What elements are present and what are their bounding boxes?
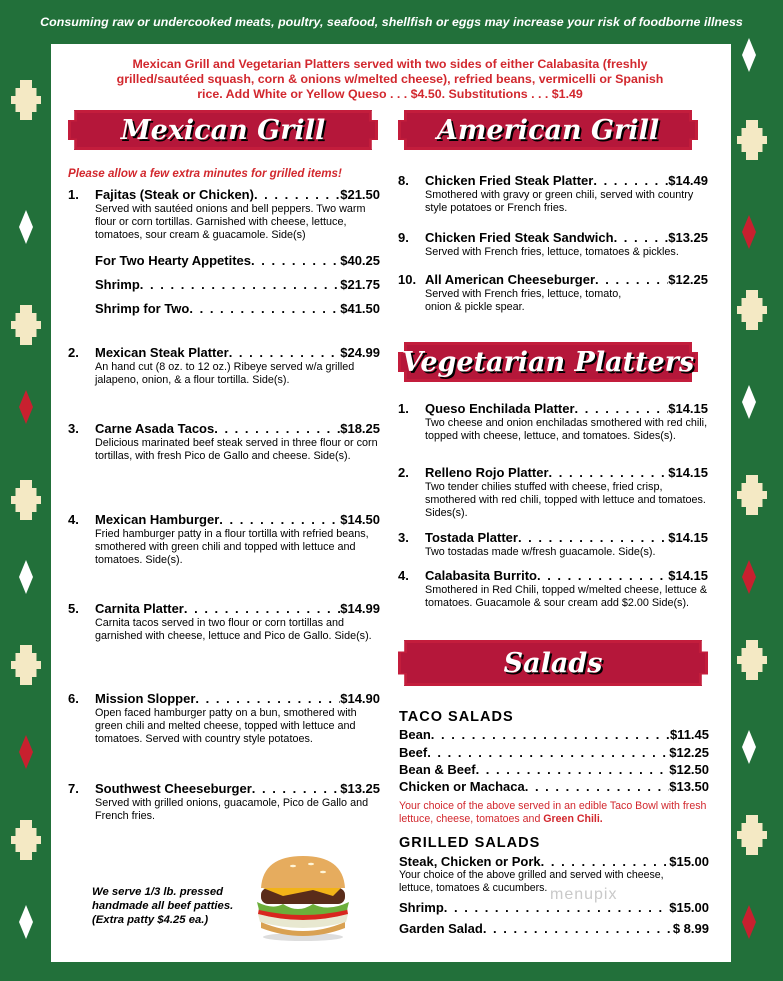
item-name: Southwest Cheeseburger	[95, 781, 252, 796]
diamond-ornament	[742, 385, 756, 419]
salads-banner	[398, 640, 708, 686]
grilled-salad-desc: Your choice of the above grilled and served with cheese, lettuce, tomatoes & cucumbers.	[399, 869, 664, 894]
fajita-option: Shrimp for Two . . . $41.50	[95, 301, 380, 317]
american-grill-title: American Grill	[436, 114, 660, 146]
item-desc: Served with French fries, lettuce, tomatoes & pickles.	[425, 246, 679, 258]
item-price: $14.15	[668, 530, 708, 545]
diamond-ornament	[19, 390, 33, 424]
step-ornament	[737, 120, 767, 160]
menupix-watermark: menupix	[550, 886, 618, 903]
menu-item: 6. Mission Slopper . . . $14.90 Open faced hamburger patty on a bun, smothered with green chili and melted cheese, topped with lettuce and tomatoes. Served with country style potatoes.	[68, 691, 380, 746]
menu-item: 8. Chicken Fried Steak Platter . . . $14.49 Smothered with gravy or green chili, served with country style potatoes or French fries.	[398, 173, 708, 215]
item-desc: Open faced hamburger patty on a bun, smothered with green chili and melted cheese, topped with lettuce and tomatoes. Served with country style potatoes.	[95, 707, 357, 745]
step-ornament	[11, 480, 41, 520]
diamond-ornament	[742, 905, 756, 939]
item-desc: Fried hamburger patty in a flour tortilla with refried beans, smothered with green chili and topped with lettuce and tomatoes. Side(s).	[95, 528, 369, 566]
american-grill-banner	[398, 110, 698, 150]
item-price: $18.25	[340, 421, 380, 436]
taco-salads-heading: TACO SALADS	[399, 709, 514, 725]
item-desc: Smothered in Red Chili, topped w/melted cheese, lettuce & tomatoes. Guacamole & sour cream add $2.00 Side(s).	[425, 584, 708, 609]
item-name: Fajitas (Steak or Chicken)	[95, 187, 254, 202]
diamond-ornament	[742, 730, 756, 764]
item-desc: Two tender chilies stuffed with cheese, fried crisp, smothered with red chili, topped with lettuce and tomatoes. Sides(s).	[425, 481, 706, 519]
taco-salad-desc: Your choice of the above served in an edible Taco Bowl with fresh lettuce, cheese, tomatoes and Green Chili.	[399, 800, 707, 825]
item-desc: Served with grilled onions, guacamole, Pico de Gallo and French fries.	[95, 797, 369, 822]
taco-salad-option: Beef . . . $12.25	[399, 745, 709, 761]
step-ornament	[11, 305, 41, 345]
menu-item: 5. Carnita Platter . . . $14.99 Carnita tacos served in two flour or corn tortillas and garnished with cheese, lettuce and Pico de Gallo. Side(s).	[68, 601, 380, 643]
grilled-salad-option: Steak, Chicken or Pork . . . $15.00	[399, 854, 709, 870]
item-name: Mission Slopper	[95, 691, 196, 706]
item-name: Chicken Fried Steak Sandwich	[425, 230, 614, 245]
intro-text: Mexican Grill and Vegetarian Platters served with two sides of either Calabasita (freshly grilled/sautéed squash, corn & onions w/melted cheese), refried beans, vermicelli or Spanish rice. Add White or Yellow Queso . . . $4.50. Substitutions . . . $1.49	[116, 57, 664, 101]
menu-item: 1. Fajitas (Steak or Chicken) . . . $21.50 Served with sautéed onions and bell peppers. Two warm flour or corn tortillas. Garnished with cheese, lettuce, tomatoes, sour cream & guacamole. Side(s)	[68, 187, 380, 242]
grilled-salads-heading: GRILLED SALADS	[399, 835, 541, 851]
item-name: Relleno Rojo Platter	[425, 465, 549, 480]
menu-item: 2. Relleno Rojo Platter . . . $14.15 Two tender chilies stuffed with cheese, fried crisp, smothered with red chili, topped with lettuce and tomatoes. Sides(s).	[398, 465, 708, 520]
menu-item: 2. Mexican Steak Platter . . . $24.99 An hand cut (8 oz. to 12 oz.) Ribeye served w/a grilled jalapeno, onion, & a flour tortilla. Side(s).	[68, 345, 380, 387]
item-price: $14.50	[340, 512, 380, 527]
menu-item: 4. Calabasita Burrito . . . $14.15 Smothered in Red Chili, topped w/melted cheese, lettuce & tomatoes. Guacamole & sour cream add $2.00 Side(s).	[398, 568, 708, 610]
step-ornament	[11, 645, 41, 685]
item-name: Carnita Platter	[95, 601, 184, 616]
step-ornament	[11, 80, 41, 120]
item-price: $12.25	[668, 272, 708, 287]
burger-illustration	[253, 852, 353, 942]
item-desc: Carnita tacos served in two flour or corn tortillas and garnished with cheese, lettuce and Pico de Gallo. Side(s).	[95, 617, 372, 642]
vegetarian-banner	[398, 342, 698, 382]
diamond-ornament	[19, 560, 33, 594]
item-desc: Served with sautéed onions and bell peppers. Two warm flour or corn tortillas. Garnished with cheese, lettuce, tomatoes, sour cream & guacamole. Side(s)	[95, 203, 366, 241]
menu-item: 7. Southwest Cheeseburger . . . $13.25 Served with grilled onions, guacamole, Pico de Gallo and French fries.	[68, 781, 380, 823]
warning-bar	[0, 0, 783, 44]
item-name: All American Cheeseburger	[425, 272, 596, 287]
item-desc: Two cheese and onion enchiladas smothered with red chili, topped with cheese, lettuce, and tomatoes. Sides(s).	[425, 417, 708, 442]
grilled-salad-option: Garden Salad . . . $ 8.99	[399, 921, 709, 937]
salads-title: Salads	[503, 647, 603, 679]
item-price: $14.49	[668, 173, 708, 188]
fajita-option: Shrimp . . . $21.75	[95, 277, 380, 293]
item-desc: An hand cut (8 oz. to 12 oz.) Ribeye served w/a grilled jalapeno, onion, & a flour tortilla. Side(s).	[95, 361, 355, 386]
item-price: $13.25	[668, 230, 708, 245]
item-price: $14.15	[668, 465, 708, 480]
step-ornament	[737, 815, 767, 855]
item-price: $21.50	[340, 187, 380, 202]
vegetarian-title: Vegetarian Platters	[401, 346, 695, 378]
menu-item: 3. Carne Asada Tacos . . . $18.25 Delicious marinated beef steak served in three flour or corn tortillas, with fresh Pico de Gallo and cheese. Side(s).	[68, 421, 380, 463]
item-price: $24.99	[340, 345, 380, 360]
step-ornament	[737, 475, 767, 515]
grill-note: Please allow a few extra minutes for grilled items!	[68, 167, 342, 180]
item-name: Queso Enchilada Platter	[425, 401, 575, 416]
step-ornament	[11, 820, 41, 860]
item-price: $13.25	[340, 781, 380, 796]
menu-item: 10. All American Cheeseburger . . . $12.25 Served with French fries, lettuce, tomato, onion & pickle spear.	[398, 272, 708, 314]
foodborne-warning: Consuming raw or undercooked meats, poultry, seafood, shellfish or eggs may increase your risk of foodborne illness	[40, 15, 743, 29]
item-price: $14.99	[340, 601, 380, 616]
item-name: Mexican Steak Platter	[95, 345, 229, 360]
step-ornament	[737, 290, 767, 330]
item-desc: Served with French fries, lettuce, tomato, onion & pickle spear.	[425, 288, 622, 313]
menu-item: 1. Queso Enchilada Platter . . . $14.15 Two cheese and onion enchiladas smothered with red chili, topped with cheese, lettuce, and tomatoes. Sides(s).	[398, 401, 708, 443]
menu-item: 4. Mexican Hamburger . . . $14.50 Fried hamburger patty in a flour tortilla with refried beans, smothered with green chili and topped with lettuce and tomatoes. Side(s).	[68, 512, 380, 567]
item-price: $14.90	[340, 691, 380, 706]
mexican-grill-banner	[68, 110, 378, 150]
diamond-ornament	[19, 210, 33, 244]
patty-note: We serve 1/3 lb. pressed handmade all beef patties. (Extra patty $4.25 ea.)	[92, 886, 234, 926]
item-name: Mexican Hamburger	[95, 512, 220, 527]
taco-salad-option: Chicken or Machaca . . . $13.50	[399, 779, 709, 795]
taco-salad-option: Bean . . . $11.45	[399, 727, 709, 743]
diamond-ornament	[19, 905, 33, 939]
fajita-option: For Two Hearty Appetites . . . $40.25	[95, 253, 380, 269]
item-name: Chicken Fried Steak Platter	[425, 173, 594, 188]
step-ornament	[737, 640, 767, 680]
grilled-salad-option: Shrimp . . . $15.00	[399, 900, 709, 916]
item-name: Calabasita Burrito	[425, 568, 537, 583]
menu-item: 9. Chicken Fried Steak Sandwich . . . $13.25 Served with French fries, lettuce, tomatoes & pickles.	[398, 230, 708, 259]
diamond-ornament	[19, 735, 33, 769]
item-name: Tostada Platter	[425, 530, 518, 545]
diamond-ornament	[742, 215, 756, 249]
item-price: $14.15	[668, 401, 708, 416]
item-name: Carne Asada Tacos	[95, 421, 215, 436]
mexican-grill-title: Mexican Grill	[120, 114, 326, 146]
item-desc: Delicious marinated beef steak served in three flour or corn tortillas, with fresh Pico de Gallo and cheese. Side(s).	[95, 437, 378, 462]
item-desc: Two tostadas made w/fresh guacamole. Side(s).	[425, 546, 656, 558]
diamond-ornament	[742, 560, 756, 594]
item-price: $14.15	[668, 568, 708, 583]
menu-item: 3. Tostada Platter . . . $14.15 Two tostadas made w/fresh guacamole. Side(s).	[398, 530, 708, 559]
taco-salad-option: Bean & Beef . . . $12.50	[399, 762, 709, 778]
item-desc: Smothered with gravy or green chili, served with country style potatoes or French fries.	[425, 189, 694, 214]
